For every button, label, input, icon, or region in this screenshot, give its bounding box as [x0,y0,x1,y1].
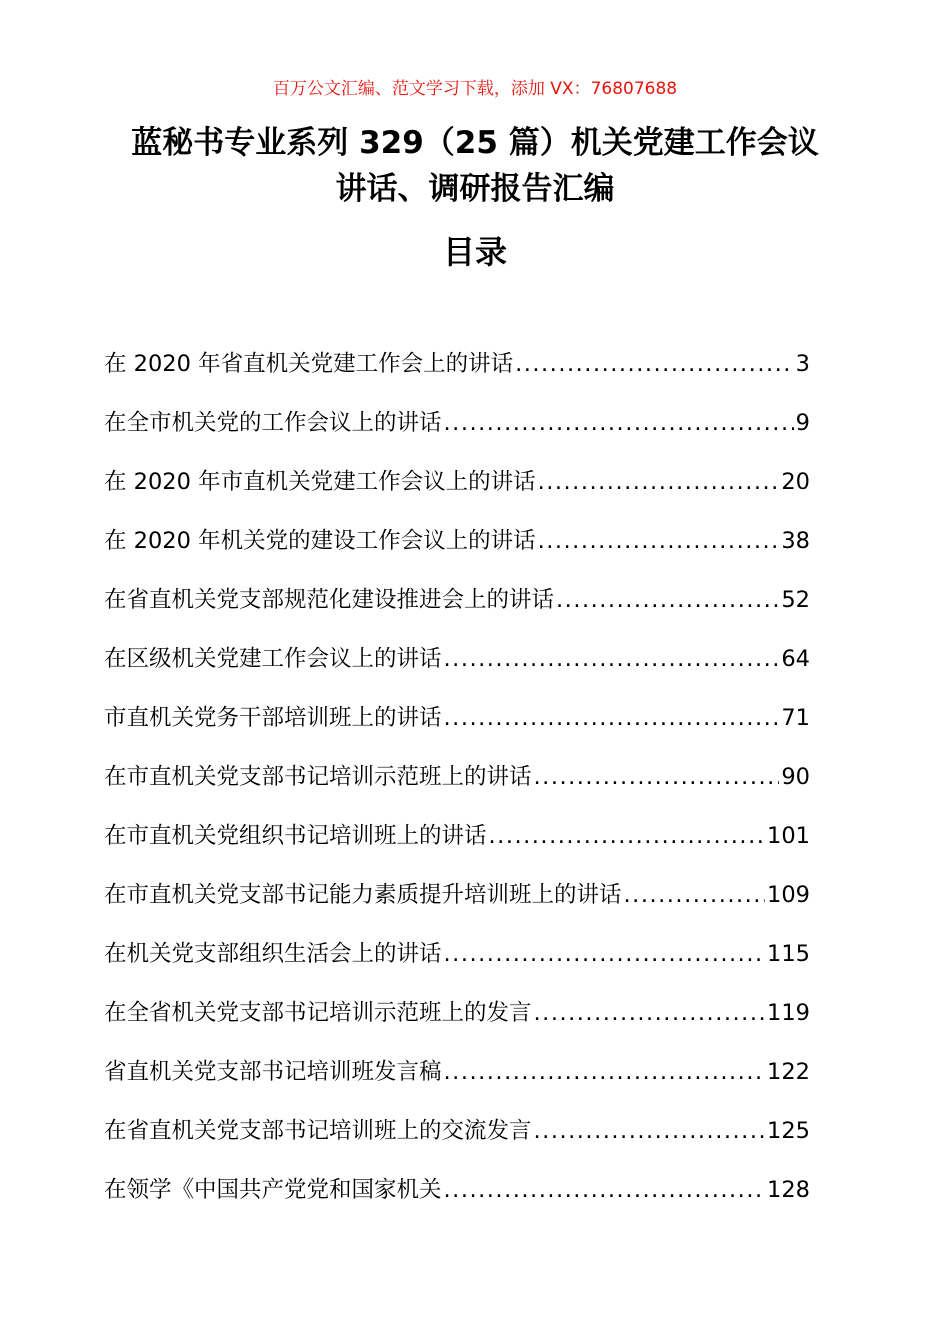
toc-entry-leader-dots [624,873,766,917]
toc-entry[interactable] [104,578,810,637]
toc-entry-page-number: 101 [767,823,810,849]
toc-entry-title: 在全省机关党支部书记培训示范班上的发言 [104,1000,532,1026]
toc-entry[interactable] [104,873,810,932]
toc-entry-leader-dots [515,342,794,386]
toc-entry-title: 在市直机关党支部书记能力素质提升培训班上的讲话 [104,882,622,908]
toc-entry-page-number: 115 [767,941,810,967]
toc-entry-page-number: 20 [781,469,810,495]
toc-entry-leader-dots [534,1109,766,1153]
toc-entry[interactable] [104,696,810,755]
toc-entry[interactable] [104,991,810,1050]
toc-entry-page-number: 9 [795,410,810,436]
toc-entry-page-number: 90 [781,764,810,790]
toc-entry-page-number: 128 [767,1177,810,1203]
toc-entry[interactable] [104,755,810,814]
toc-entry-title: 在市直机关党组织书记培训班上的讲话 [104,823,487,849]
toc-entry[interactable] [104,1168,810,1227]
toc-entry-page-number: 52 [781,587,810,613]
document-title-line-1: 蓝秘书专业系列 329（25 篇）机关党建工作会议 [131,125,819,161]
toc-entry-title: 在省直机关党支部书记培训班上的交流发言 [104,1118,532,1144]
toc-entry[interactable] [104,342,810,401]
toc-entry[interactable] [104,1109,810,1168]
toc-entry-page-number: 122 [767,1059,810,1085]
toc-entry-leader-dots [444,637,780,681]
toc-entry-page-number: 125 [767,1118,810,1144]
table-of-contents [104,342,810,1227]
document-title [60,120,890,212]
toc-entry-leader-dots [444,696,780,740]
toc-entry[interactable] [104,460,810,519]
toc-entry-title: 在市直机关党支部书记培训示范班上的讲话 [104,764,532,790]
toc-entry-title: 在省直机关党支部规范化建设推进会上的讲话 [104,587,555,613]
toc-entry-leader-dots [489,814,766,858]
toc-entry-page-number: 71 [781,705,810,731]
toc-entry-leader-dots [534,755,780,799]
toc-entry-title: 在机关党支部组织生活会上的讲话 [104,941,442,967]
toc-entry-title: 在 2020 年机关党的建设工作会议上的讲话 [104,528,536,554]
toc-entry-title: 在 2020 年市直机关党建工作会议上的讲话 [104,469,536,495]
toc-entry-title: 在领学《中国共产党党和国家机关 [104,1177,442,1203]
toc-entry-title: 在 2020 年省直机关党建工作会上的讲话 [104,351,514,377]
toc-entry-title: 在全市机关党的工作会议上的讲话 [104,410,442,436]
promo-banner: 百万公文汇编、范文学习下载，添加 VX：76807688 [272,79,678,99]
toc-entry[interactable] [104,932,810,991]
toc-entry-leader-dots [534,991,766,1035]
toc-entry-page-number: 109 [767,882,810,908]
toc-entry[interactable] [104,814,810,873]
document-title-line-2: 讲话、调研报告汇编 [335,171,615,207]
toc-entry-leader-dots [444,932,766,976]
toc-entry-leader-dots [444,1168,766,1212]
toc-entry-leader-dots [444,1050,766,1094]
toc-entry-leader-dots [538,460,780,504]
toc-entry[interactable] [104,519,810,578]
toc-entry-page-number: 64 [781,646,810,672]
toc-entry-page-number: 119 [767,1000,810,1026]
toc-entry-title: 市直机关党务干部培训班上的讲话 [104,705,442,731]
toc-entry[interactable] [104,401,810,460]
toc-heading: 目录 [442,233,507,271]
toc-entry-page-number: 38 [781,528,810,554]
toc-entry-leader-dots [538,519,780,563]
toc-entry-leader-dots [556,578,779,622]
toc-entry-leader-dots [444,401,794,445]
toc-entry-page-number: 3 [795,351,810,377]
toc-entry[interactable] [104,637,810,696]
toc-entry[interactable] [104,1050,810,1109]
toc-entry-title: 省直机关党支部书记培训班发言稿 [104,1059,442,1085]
toc-entry-title: 在区级机关党建工作会议上的讲话 [104,646,442,672]
